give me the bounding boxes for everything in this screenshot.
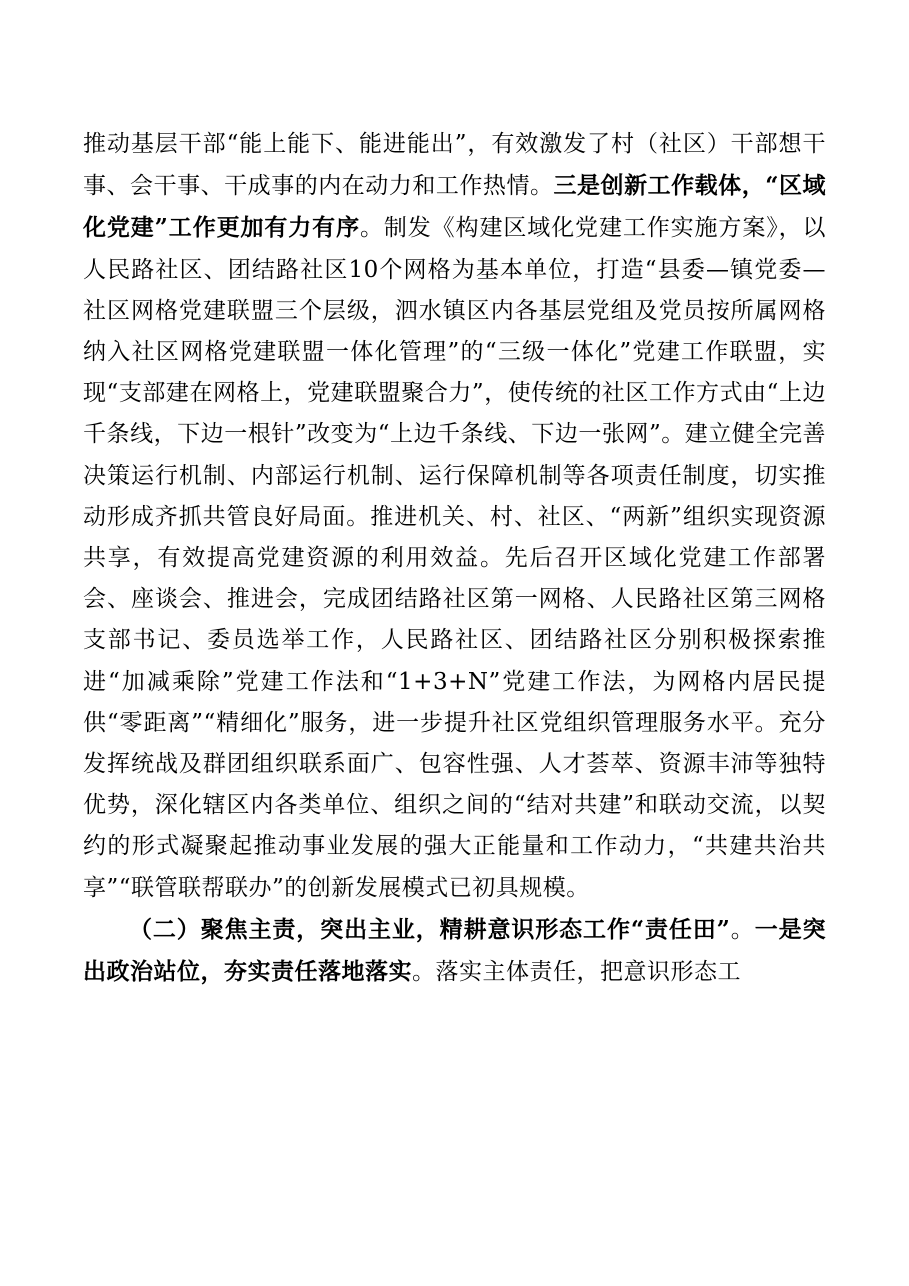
paragraph-2-run-4: 。落实主体责任，把意识形态工	[412, 959, 741, 986]
paragraph-1	[83, 124, 826, 909]
paragraph-2	[83, 909, 826, 993]
paragraph-2-run-2: 。	[730, 916, 755, 943]
section-heading: （二）聚焦主责，突出主业，精耕意识形态工作“责任田”	[129, 915, 731, 943]
paragraph-2-bold-heading: 一是突出政治站位，夯实责任落地落实	[83, 915, 826, 986]
paragraph-1-run-1: 推动基层干部“能上能下、能进能出”，有效激发了村（社区）干部想干事、会干事、干成事的内在动力和工作热情。	[83, 131, 826, 200]
paragraph-1-run-3: 。制发《构建区域化党建工作实施方案》，以人民路社区、团结路社区10个网格为基本单位，打造“县委—镇党委—社区网格党建联盟三个层级，泗水镇区内各基层党组及党员按所属网格纳入社区网格党建联盟一体化管理”的“三级一体化”党建工作联盟，实现“支部建在网格上，党建联盟聚合力”，使传统的社区工作方式由“上边千条线，下边一根针”改变为“上边千条线、下边一张网”。建立健全完善决策运行机制、内部运行机制、运行保障机制等各项责任制度，切实推动形成齐抓共管良好局面。推进机关、村、社区、“两新”组织实现资源共享，有效提高党建资源的利用效益。先后召开区域化党建工作部署会、座谈会、推进会，完成团结路社区第一网格、人民路社区第三网格支部书记、委员选举工作，人民路社区、团结路社区分别积极探索推进“加减乘除”党建工作法和“1+3+N”党建工作法，为网格内居民提供“零距离”“精细化”服务，进一步提升社区党组织管理服务水平。充分发挥统战及群团组织联系面广、包容性强、人才荟萃、资源丰沛等独特优势，深化辖区内各类单位、组织之间的“结对共建”和联动交流，以契约的形式凝聚起推动事业发展的强大正能量和工作动力，“共建共治共享”“联管联帮联办”的创新发展模式已初具规模。	[83, 215, 827, 901]
paragraph-1-bold-heading: 三是创新工作载体，“区域化党建”工作更加有力有序	[83, 172, 827, 242]
